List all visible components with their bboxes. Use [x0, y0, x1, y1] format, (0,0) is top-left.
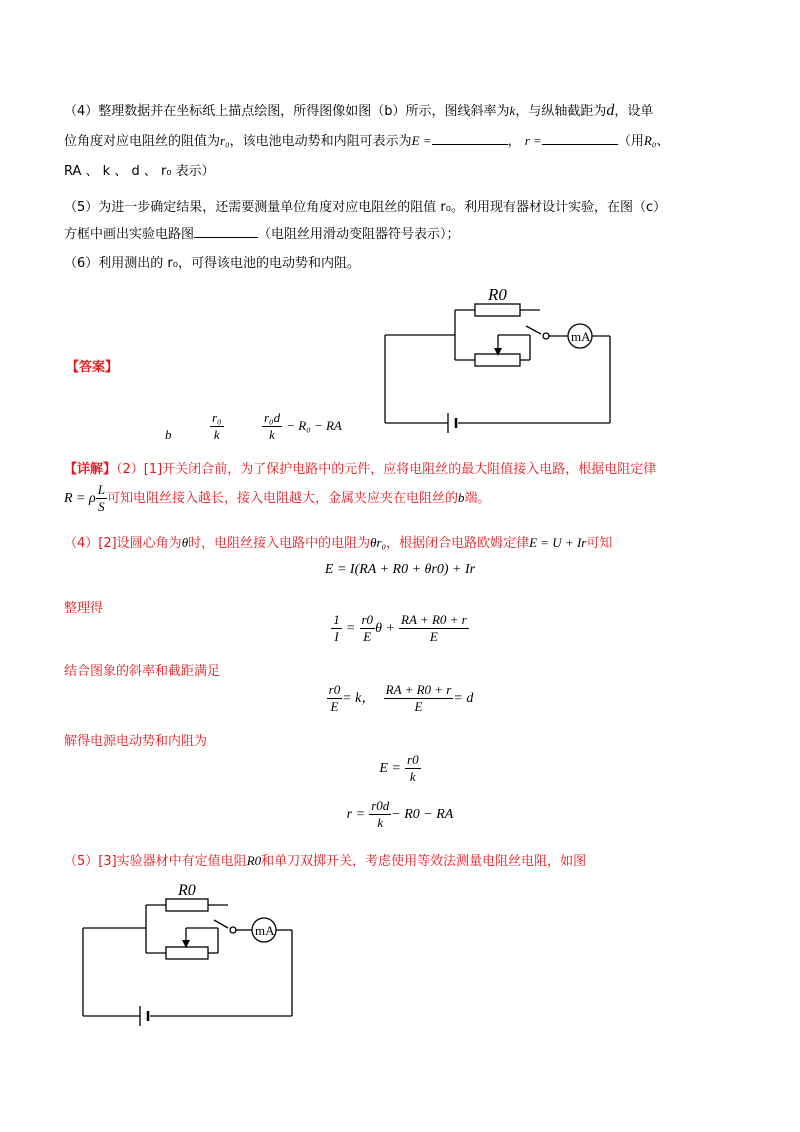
circuit-answer-blank [194, 225, 258, 238]
q4-line-2: 位角度对应电阻丝的阻值为r₀，该电池电动势和内阻可表示为E = ， r = （用R₀、 [64, 133, 670, 149]
equation-1: E = I(RA + R0 + θr0) + Ir [324, 562, 476, 577]
equation-5: r = $\frac{r0d}{k}$ − R0 − RA [346, 798, 454, 830]
answer-2: $\frac{\text{r₀}}{k}$ [212, 410, 222, 442]
answer-3: $\frac{\text{r₀d}}{k}$ − R₀ − RA [264, 410, 342, 442]
detail-p2-line2: R = ρ $\frac{L}{S}$ 可知电阻丝接入越长，接入电阻越大，金属夹应夹在电阻丝的b端。 [64, 482, 491, 514]
switch-blade [526, 326, 541, 334]
label-mA: mA [255, 923, 275, 938]
switch-contact [230, 927, 236, 933]
r-answer-blank [542, 132, 618, 145]
label-mA: mA [571, 329, 591, 344]
resistor-R0 [166, 899, 208, 911]
q5-line-1: （5）为进一步确定结果，还需要测量单位角度对应电阻丝的阻值 r₀。利用现有器材设计实验，在图（c） [64, 200, 667, 215]
detail-p2-line1: 【详解】（2）[1]开关闭合前，为了保护电路中的元件，应将电阻丝的最大阻值接入电路，根据电阻定律 [64, 462, 657, 477]
q4-line-3: RA 、 k 、 d 、 r₀ 表示） [64, 164, 215, 179]
k-symbol: k [509, 103, 516, 118]
detail-solve: 解得电源电动势和内阻为 [64, 734, 208, 749]
answer-label: 【答案】 [66, 360, 119, 375]
rheostat [166, 947, 208, 959]
detail-p5: （5）[3]实验器材中有定值电阻R0和单刀双掷开关，考虑使用等效法测量电阻丝电阻，如图 [64, 853, 587, 869]
q4-line-1: （4）整理数据并在坐标纸上描点绘图，所得图像如图（b）所示，图线斜率为k，与纵轴截距为d，设单 [64, 102, 654, 119]
switch-blade [214, 920, 228, 928]
circuit-diagram-detail [78, 880, 308, 1030]
label-R0: R0 [488, 285, 507, 304]
rheostat [475, 354, 520, 366]
q6-line: （6）利用测出的 r₀，可得该电池的电动势和内阻。 [64, 256, 360, 271]
q5-line-2: 方框中画出实验电路图 （电阻丝用滑动变阻器符号表示）； [64, 227, 460, 242]
resistor-R0 [475, 304, 520, 316]
detail-combine: 结合图象的斜率和截距满足 [64, 664, 221, 679]
answer-1: b [165, 427, 172, 442]
equation-4: E = $\frac{r0}{k}$ [379, 752, 419, 784]
label-R0: R0 [178, 882, 196, 899]
switch-contact [543, 333, 549, 339]
circuit-diagram-answer [380, 280, 620, 440]
E-answer-blank [432, 132, 508, 145]
detail-p4-line1: （4）[2]设圆心角为θ时，电阻丝接入电路中的电阻为θr₀，根据闭合电路欧姆定律E = U + Ir可知 [64, 535, 613, 551]
detail-arrange: 整理得 [64, 601, 104, 616]
equation-3: $\frac{r0}{E}$ = k， $\frac{RA + R0 + r}{E}$ = d [328, 682, 474, 714]
equation-2: $\frac{1}{I}$ = $\frac{r0}{E}$ θ + $\frac{RA + R0 + r}{E}$ [333, 612, 467, 644]
d-symbol: d [606, 102, 615, 119]
